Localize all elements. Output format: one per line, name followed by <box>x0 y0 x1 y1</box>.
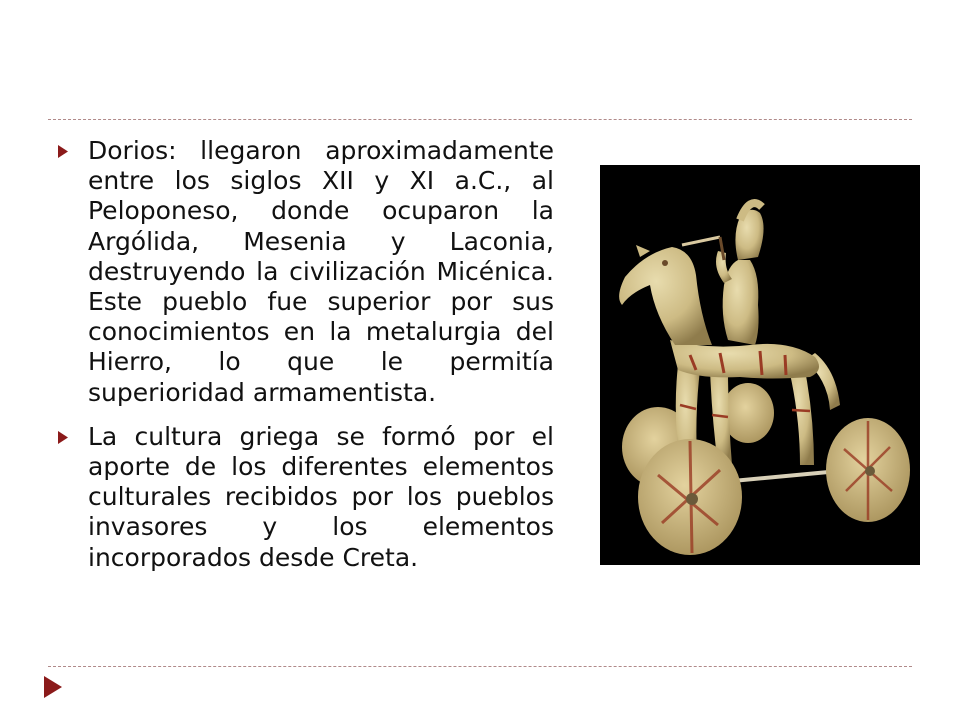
corner-triangle-icon <box>44 676 62 698</box>
figurine-photo <box>600 165 920 565</box>
bullet-text: La cultura griega se formó por el aporte de los diferentes elementos culturales recibidos por los pueblos invasores y los elementos incorporados desde Creta. <box>88 421 554 572</box>
slide-text-body <box>50 136 554 587</box>
top-divider <box>48 119 912 120</box>
bullet-item-dorios <box>50 136 554 408</box>
triangle-bullet-icon <box>58 145 68 158</box>
bullet-item-cultura <box>50 422 554 573</box>
bottom-divider <box>48 666 912 667</box>
bullet-text: Dorios: llegaron aproximadamente entre los siglos XII y XI a.C., al Peloponeso, donde ocuparon la Argólida, Mesenia y Laconia, destruyendo la civilización Micénica. Este pueblo fue superior por sus conocimientos en la metalurgia del Hierro, lo que le permitía superioridad armamentista. <box>88 136 554 407</box>
horse-rider-figurine-image <box>600 165 920 565</box>
triangle-bullet-icon <box>58 431 68 444</box>
